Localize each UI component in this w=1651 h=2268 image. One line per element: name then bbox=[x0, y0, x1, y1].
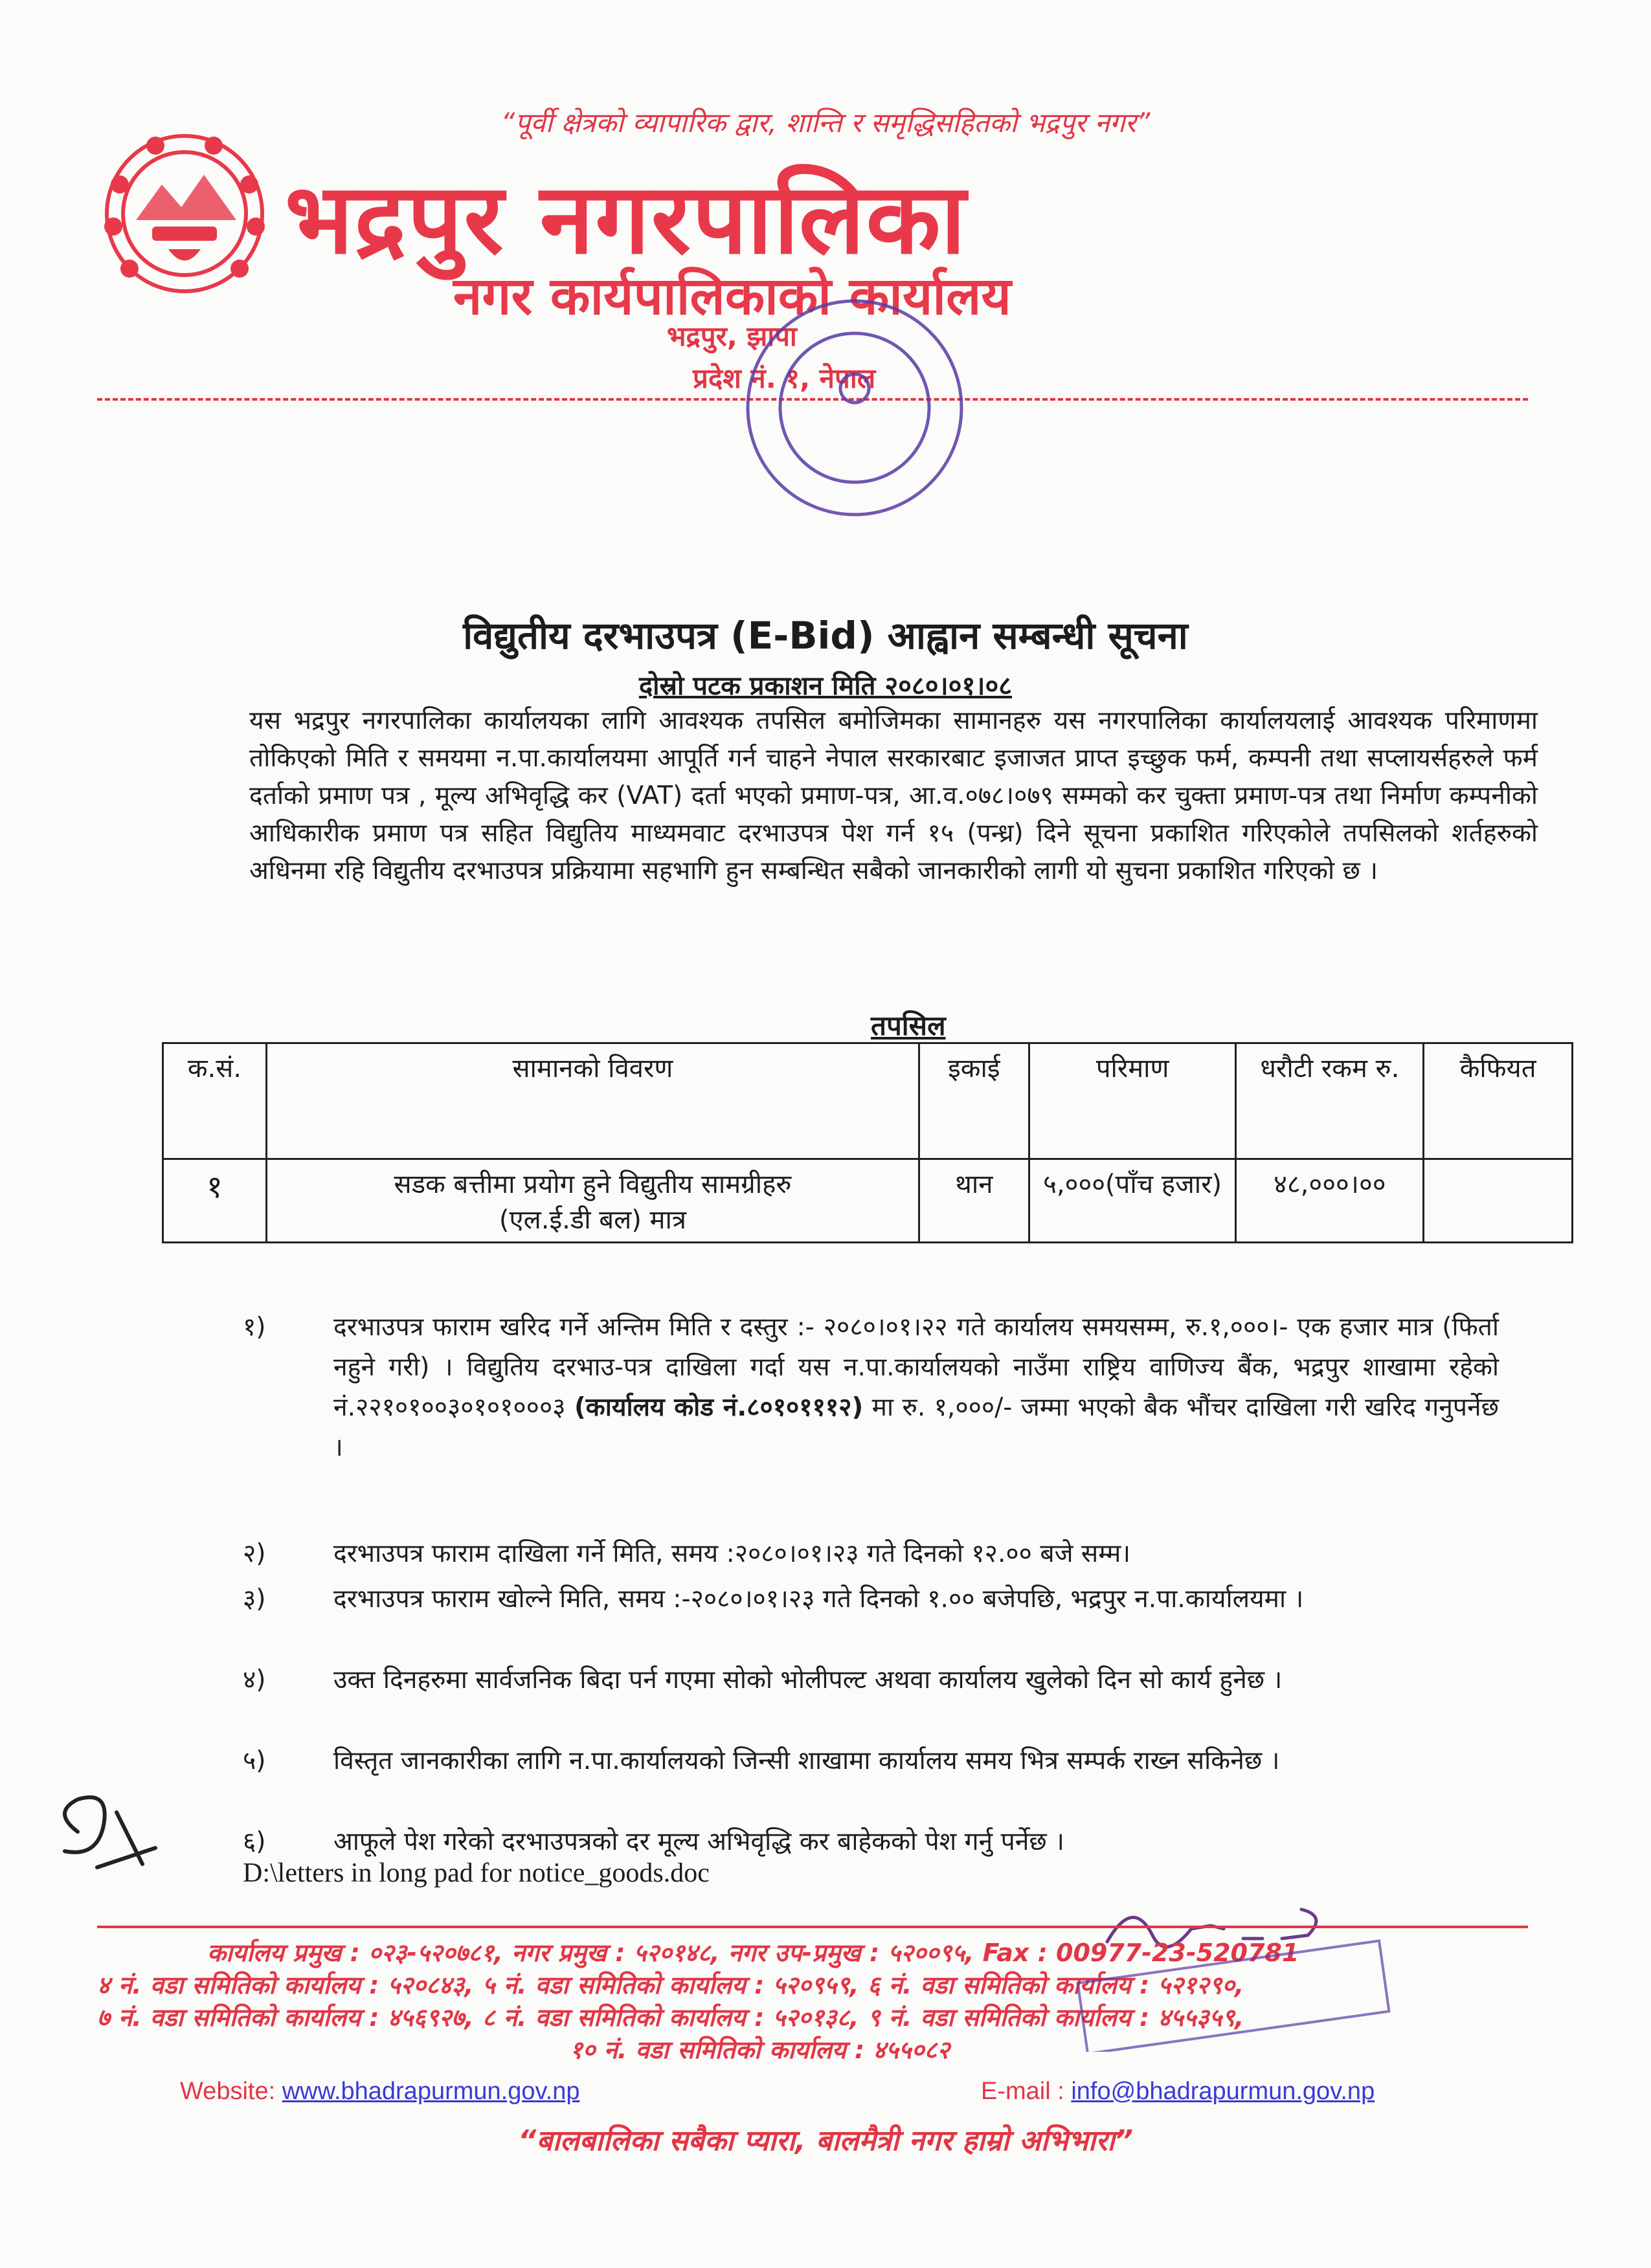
header-quantity: परिमाण bbox=[1029, 1043, 1236, 1159]
footer-slogan: “बालबालिका सबैका प्यारा, बालमैत्री नगर हाम्रो अभिभारा” bbox=[518, 2124, 1133, 2157]
cell-remarks bbox=[1424, 1159, 1573, 1243]
condition-text: आफूले पेश गरेको दरभाउपत्रको दर मूल्य अभिवृद्धि कर बाहेकको पेश गर्नु पर्नेछ । bbox=[333, 1827, 1064, 1856]
nepal-emblem-icon bbox=[91, 123, 278, 304]
cell-description bbox=[266, 1159, 919, 1243]
signature-stamp bbox=[1068, 1935, 1405, 2052]
schedule-heading: तपसिल bbox=[871, 1010, 946, 1041]
website-link[interactable]: www.bhadrapurmun.gov.np bbox=[282, 2078, 580, 2105]
condition-text bbox=[333, 1307, 1499, 1468]
website bbox=[180, 2078, 580, 2106]
office-subtitle: नगर कार्यपालिकाको कार्यालय bbox=[453, 266, 1011, 326]
condition-number: ४) bbox=[243, 1665, 266, 1695]
condition-number: ६) bbox=[243, 1827, 266, 1856]
notice-body: यस भद्रपुर नगरपालिका कार्यालयका लागि आवश्यक तपसिल बमोजिमका सामानहरु यस नगरपालिका कार्यालयलाई आवश्यक परिमाणमा तोकिएको मिति र समयमा न.पा.कार्यालयमा आपूर्ति गर्न चाहने नेपाल सरकारबाट इजाजत प्राप्त इच्छुक फर्म, कम्पनी तथा सप्लायर्सहरुले फर्म दर्ताको प्रमाण पत्र , मूल्य अभिवृद्धि कर (VAT) दर्ता भएको प्रमाण-पत्र, आ.व.०७८।०७९ सम्मको कर चुक्ता प्रमाण-पत्र तथा निर्माण कम्पनीको आधिकारीक प्रमाण पत्र सहित विद्युतिय माध्यमवाट दरभाउपत्र पेश गर्न १५ (पन्ध्र) दिने सूचना प्रकाशित गरिएकोले तपसिलको शर्तहरुको अधिनमा रहि विद्युतीय दरभाउपत्र प्रक्रियामा सहभागि हुन सम्बन्धित सबैको जानकारीको लागी यो सुचना प्रकाशित गरिएको छ । bbox=[249, 706, 1538, 885]
footer-contact-line-4: १० नं. वडा समितिको कार्यालय : ४५५०८२ bbox=[570, 2036, 950, 2064]
cell-sn: १ bbox=[163, 1159, 267, 1243]
condition-text: दरभाउपत्र फाराम खोल्ने मिति, समय :-२०८०।०१।२३ गते दिनको १.०० बजेपछि, भद्रपुर न.पा.कार्यालयमा । bbox=[333, 1584, 1304, 1614]
municipality-title: भद्रपुर नगरपालिका bbox=[285, 163, 967, 276]
cell-unit: थान bbox=[919, 1159, 1029, 1243]
condition-item bbox=[243, 1741, 1512, 1825]
condition-item bbox=[243, 1534, 1512, 1579]
header-unit: इकाई bbox=[919, 1043, 1029, 1159]
condition-text: दरभाउपत्र फाराम दाखिला गर्ने मिति, समय :२०८०।०१।२३ गते दिनको १२.०० बजे सम्म। bbox=[333, 1539, 1131, 1568]
office-code: (कार्यालय कोड नं.८०१०१११२) bbox=[574, 1393, 864, 1422]
footer-divider bbox=[97, 1926, 1528, 1928]
header-description: सामानको विवरण bbox=[266, 1043, 919, 1159]
condition-text-main: दरभाउपत्र फाराम खरिद गर्ने अन्तिम मिति र दस्तुर :- २०८०।०१।२२ गते कार्यालय समयसम्म, रु.१,०००।- एक हजार मात्र (फिर्ता नहुने गरी) । विद्युतिय दरभाउ-पत्र दाखिला गर्दा यस न.पा.कार्यालयको नाउँमा राष्ट्रिय वाणिज्य बैंक, भद्रपुर शाखामा रहेको नं.२२१०१००३०१०१०००३ bbox=[333, 1313, 1499, 1422]
header-sn: क.सं. bbox=[163, 1043, 267, 1159]
table-row bbox=[163, 1159, 1573, 1243]
office-stamp bbox=[732, 291, 978, 524]
email-link[interactable]: info@bhadrapurmun.gov.np bbox=[1071, 2078, 1375, 2105]
condition-number: ३) bbox=[243, 1584, 266, 1614]
description-line-1: सडक बत्तीमा प्रयोग हुने विद्युतीय सामग्रीहरु bbox=[394, 1170, 792, 1199]
footer-contact-line-1: कार्यालय प्रमुख : ०२३-५२०७८१, नगर प्रमुख : ५२०१४८, नगर उप-प्रमुख : ५२००९५, Fax : 00977-23-520781 bbox=[207, 1939, 1299, 1967]
cell-quantity: ५,०००(पाँच हजार) bbox=[1029, 1159, 1236, 1243]
notice-title: विद्युतीय दरभाउपत्र (E-Bid) आह्वान सम्बन्धी सूचना bbox=[463, 614, 1188, 658]
condition-item bbox=[243, 1660, 1512, 1744]
email-label: E-mail : bbox=[981, 2078, 1072, 2105]
address-line-2: प्रदेश नं. १, नेपाल bbox=[693, 362, 876, 394]
condition-text: उक्त दिनहरुमा सार्वजनिक बिदा पर्न गएमा सोको भोलीपल्ट अथवा कार्यालय खुलेको दिन सो कार्य हुनेछ । bbox=[333, 1665, 1283, 1695]
table-header-row bbox=[163, 1043, 1573, 1159]
email bbox=[981, 2078, 1375, 2106]
header-slogan: “पूर्वी क्षेत्रको व्यापारिक द्वार, शान्ति र समृद्धिसहितको भद्रपुर नगर” bbox=[500, 107, 1151, 139]
website-label: Website: bbox=[180, 2078, 282, 2105]
condition-number: ५) bbox=[243, 1746, 266, 1775]
description-line-2: (एल.ई.डी बल) मात्र bbox=[499, 1205, 686, 1235]
condition-item bbox=[243, 1307, 1512, 1521]
publication-date: दोस्रो पटक प्रकाशन मिति २०८०।०१।०८ bbox=[638, 671, 1013, 701]
condition-number: १) bbox=[243, 1313, 266, 1342]
cell-deposit: ४८,०००।०० bbox=[1236, 1159, 1424, 1243]
condition-text: विस्तृत जानकारीका लागि न.पा.कार्यालयको जिन्सी शाखामा कार्यालय समय भित्र सम्पर्क राख्न सकिनेछ । bbox=[333, 1746, 1280, 1775]
condition-item bbox=[243, 1579, 1512, 1663]
file-path: D:\letters in long pad for notice_goods.doc bbox=[243, 1858, 710, 1888]
address-line-1: भद्रपुर, झापा bbox=[667, 320, 797, 352]
header-remarks: कैफियत bbox=[1424, 1043, 1573, 1159]
condition-number: २) bbox=[243, 1539, 266, 1568]
condition-text-after: मा रु. १,०००/- जम्मा भएको बैक भौंचर दाखिला गरी खरिद गनुपर्नेछ । bbox=[333, 1393, 1499, 1462]
items-table bbox=[162, 1042, 1573, 1243]
footer-contact-line-2: ४ नं. वडा समितिको कार्यालय : ५२०८४३, ५ नं. वडा समितिको कार्यालय : ५२०९५९, ६ नं. वडा समितिको कार्यालय : ५२१२९०, bbox=[97, 1971, 1244, 1999]
footer-contact-line-3: ७ नं. वडा समितिको कार्यालय : ४५६९२७, ८ नं. वडा समितिको कार्यालय : ५२०१३८, ९ नं. वडा समितिको कार्यालय : ४५५३५९, bbox=[97, 2003, 1244, 2032]
header-deposit: धरौटी रकम रु. bbox=[1236, 1043, 1424, 1159]
handwritten-mark bbox=[39, 1786, 162, 1877]
